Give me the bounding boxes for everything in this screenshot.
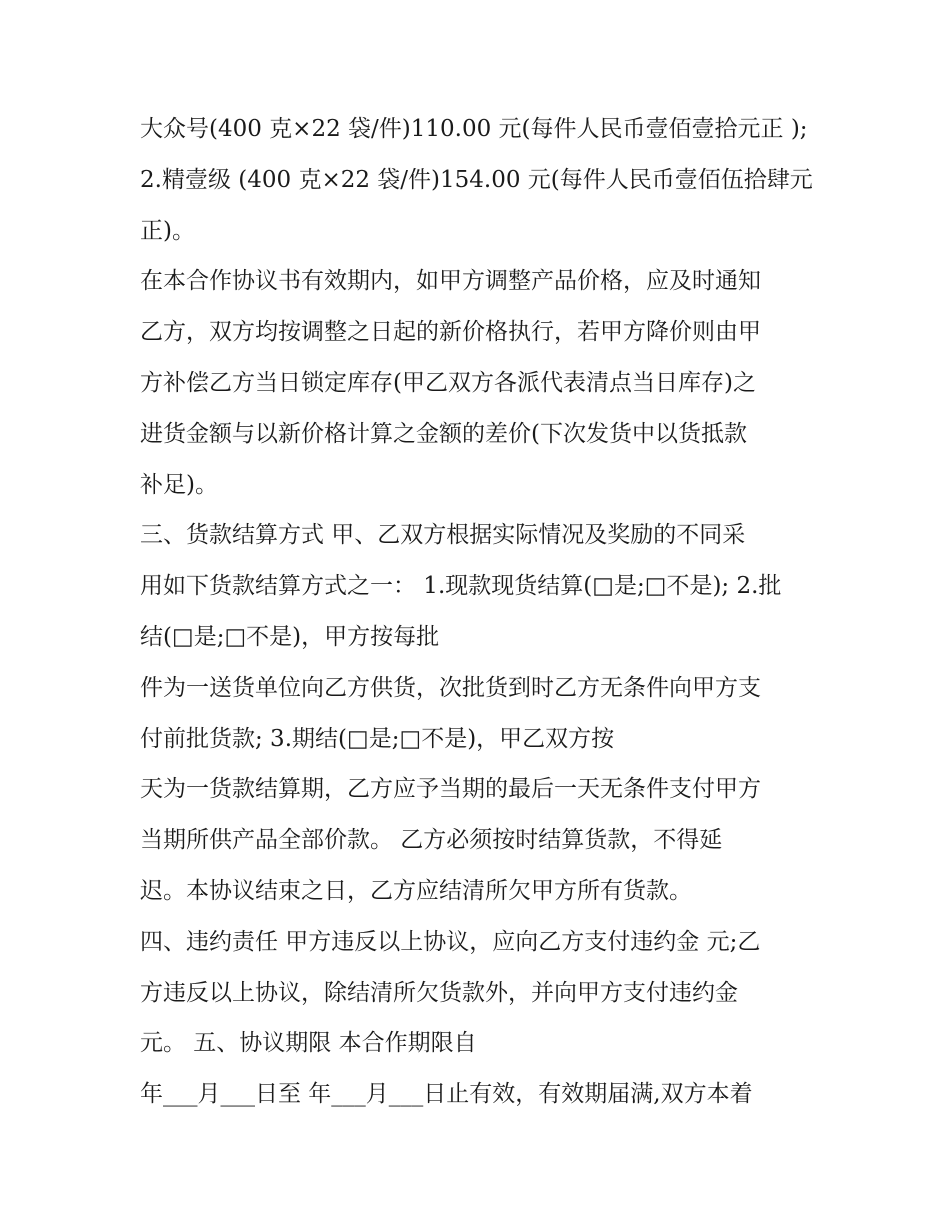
text-line: 件为一送货单位向乙方供货，次批货到时乙方无条件向甲方支 [140, 674, 761, 701]
text-line: 乙方，双方均按调整之日起的新价格执行，若甲方降价则由甲 [140, 319, 761, 346]
text-line: 结(□是;□不是)，甲方按每批 [140, 623, 440, 650]
text-line: 付前批货款; 3.期结(□是;□不是)，甲乙双方按 [140, 725, 615, 752]
text-line: 天为一货款结算期，乙方应予当期的最后一天无条件支付甲方 [140, 776, 761, 803]
text-line: 当期所供产品全部价款。 乙方必须按时结算货款，不得延 [140, 827, 723, 854]
text-line: 大众号(400 克×22 袋/件)110.00 元(每件人民币壹佰壹拾元正 ); [140, 116, 808, 142]
text-line: 迟。本协议结束之日，乙方应结清所欠甲方所有货款。 [140, 877, 692, 904]
text-line: 年___月___日至 年___月___日止有效，有效期届满,双方本着 [140, 1081, 753, 1108]
text-line: 正)。 [140, 217, 195, 244]
section-heading-line: 三、货款结算方式 甲、乙双方根据实际情况及奖励的不同采 [140, 522, 746, 549]
section-heading-line: 四、违约责任 甲方违反以上协议，应向乙方支付违约金 元;乙 [140, 928, 761, 955]
text-line: 方违反以上协议，除结清所欠货款外，并向甲方支付违约金 [140, 979, 738, 1006]
document-body [140, 104, 820, 1120]
section-heading-line: 元。 五、协议期限 本合作期限自 [140, 1030, 477, 1057]
text-line: 用如下货款结算方式之一： 1.现款现货结算(□是;□不是); 2.批 [140, 573, 782, 600]
text-line: 补足)。 [140, 471, 218, 498]
text-line: 方补偿乙方当日锁定库存(甲乙双方各派代表清点当日库存)之 [140, 369, 756, 396]
text-line: 2.精壹级 (400 克×22 袋/件)154.00 元(每件人民币壹佰伍拾肆元 [140, 166, 813, 193]
text-line: 进货金额与以新价格计算之金额的差价(下次发货中以货抵款 [140, 420, 747, 447]
text-line: 在本合作协议书有效期内，如甲方调整产品价格，应及时通知 [140, 268, 761, 295]
